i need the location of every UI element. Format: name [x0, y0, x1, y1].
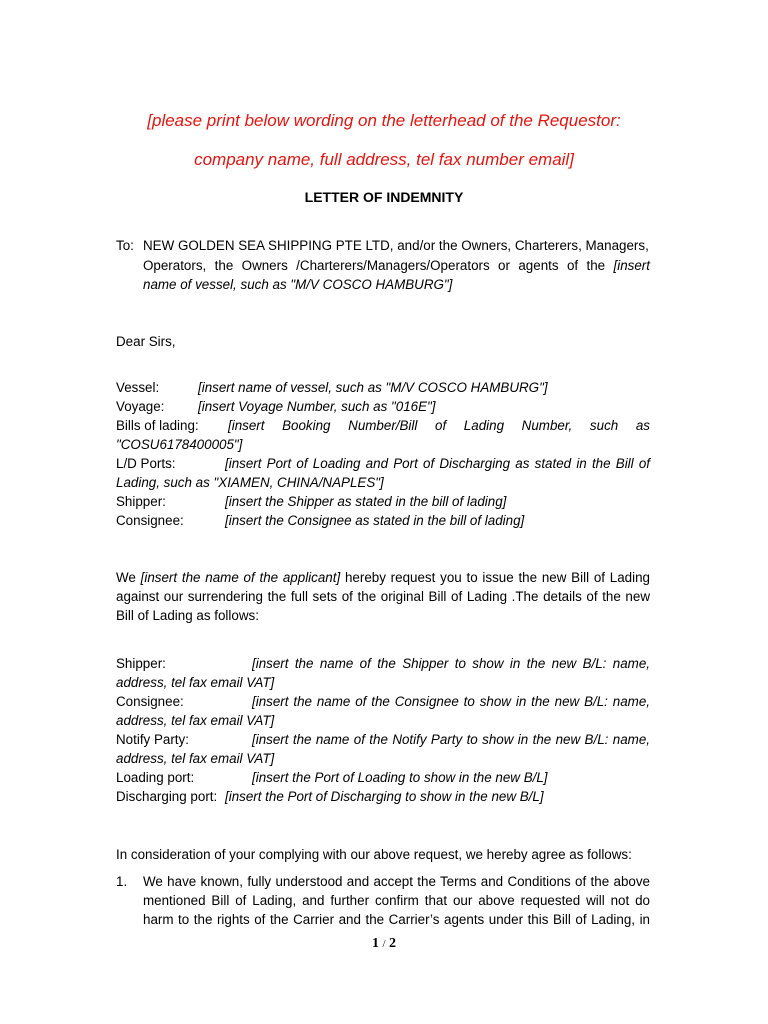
new-shipper-value-line2: address, tel fax email VAT] [116, 675, 275, 690]
to-line3: name of vessel, such as "M/V COSCO HAMBURG"] [143, 277, 453, 292]
to-line1 [143, 236, 650, 255]
loading-port-label: Loading port: [116, 770, 195, 785]
bl-value-line2: "COSU6178400005"] [116, 437, 243, 452]
new-consignee-value-line1: [insert the name of the Consignee to show in the new B/L: name, [252, 694, 650, 709]
voyage-value: [insert Voyage Number, such as "016E"] [198, 399, 436, 414]
addressee-company: NEW GOLDEN SEA SHIPPING PTE LTD [143, 238, 390, 253]
applicant-placeholder: [insert the name of the applicant] [140, 570, 341, 585]
letterhead-instruction-line1: [please print below wording on the letterhead of the Requestor: [147, 111, 621, 130]
page-separator: / [382, 938, 386, 950]
voyage-label: Voyage: [116, 399, 165, 414]
to-prefix: To: [116, 238, 134, 253]
page-number [0, 934, 768, 954]
consideration-paragraph: In consideration of your complying with our above request, we hereby agree as follows: [116, 847, 632, 862]
shipper-label: Shipper: [116, 494, 166, 509]
vessel-label: Vessel: [116, 380, 160, 395]
request-line3: Bill of Lading as follows: [116, 608, 259, 623]
consignee-label: Consignee: [116, 513, 184, 528]
ld-ports-value-line2: Lading, such as "XIAMEN, CHINA/NAPLES"] [116, 475, 384, 490]
item1-line3: harm to the rights of the Carrier and the Carrier’s agents under this Bill of Lading, in [143, 912, 650, 927]
item1-line2: mentioned Bill of Lading, and further confirm that our above requested will not do [143, 893, 650, 908]
page-current: 1 [371, 936, 379, 951]
new-shipper-label: Shipper: [116, 656, 166, 671]
notify-party-value-line2: address, tel fax email VAT] [116, 751, 275, 766]
discharging-port-label: Discharging port: [116, 789, 218, 804]
discharging-port-value: [insert the Port of Discharging to show in the new B/L] [225, 789, 544, 804]
vessel-value: [insert name of vessel, such as "M/V COSCO HAMBURG"] [198, 380, 548, 395]
new-consignee-label: Consignee: [116, 694, 184, 709]
bl-label: Bills of lading: [116, 418, 199, 433]
new-consignee-value-line2: address, tel fax email VAT] [116, 713, 275, 728]
letterhead-instruction-line2: company name, full address, tel fax number email] [194, 150, 574, 169]
consignee-value: [insert the Consignee as stated in the bill of lading] [225, 513, 525, 528]
salutation: Dear Sirs, [116, 334, 176, 349]
document-title: LETTER OF INDEMNITY [304, 189, 464, 205]
page-total: 2 [389, 936, 397, 951]
request-line2: against our surrendering the full sets of the original Bill of Lading .The details of the new [116, 589, 650, 604]
ld-ports-value-line1: [insert Port of Loading and Port of Discharging as stated in the Bill of [225, 456, 650, 471]
request-line1: We [insert the name of the applicant] hereby request you to issue the new Bill of Lading [116, 570, 650, 585]
item1-line1: We have known, fully understood and accept the Terms and Conditions of the above [143, 874, 650, 889]
to-line2: Operators, the Owners /Charterers/Managers/Operators or agents of the [insert [143, 258, 650, 273]
item1-number: 1. [116, 874, 128, 889]
ld-ports-label: L/D Ports: [116, 456, 176, 471]
bl-value-line1: [insert Booking Number/Bill of Lading Number, such as [228, 418, 650, 433]
new-shipper-value-line1: [insert the name of the Shipper to show in the new B/L: name, [252, 656, 650, 671]
notify-party-label: Notify Party: [116, 732, 189, 747]
addressee-rest: , and/or the Owners, Charterers, Managers, [389, 238, 649, 253]
loading-port-value: [insert the Port of Loading to show in the new B/L] [252, 770, 548, 785]
notify-party-value-line1: [insert the name of the Notify Party to show in the new B/L: name, [252, 732, 650, 747]
shipper-value: [insert the Shipper as stated in the bill of lading] [225, 494, 507, 509]
